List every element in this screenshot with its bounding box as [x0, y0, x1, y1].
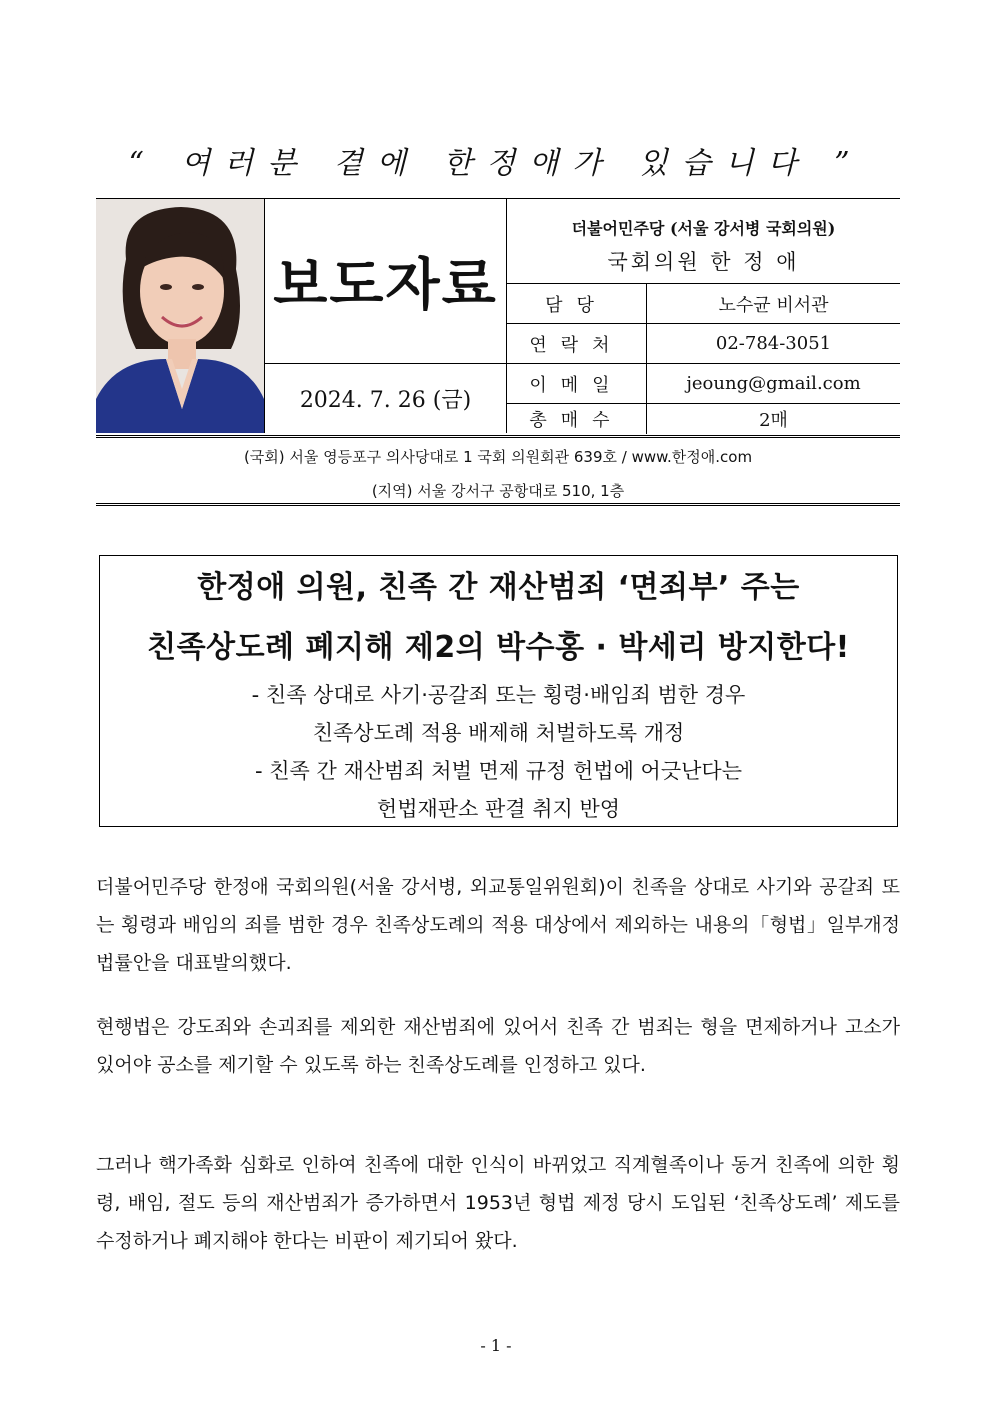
headline-box: [99, 555, 898, 827]
contact-label: 연락처: [507, 324, 647, 364]
body-paragraph-1: 더불어민주당 한정애 국회의원(서울 강서병, 외교통일위원회)이 친족을 상대로 사기와 공갈죄 또는 횡령과 배임의 죄를 범한 경우 친족상도례의 적용 대상에서 제외하는 내용의「형법」일부개정법률안을 대표발의했다.: [96, 876, 900, 974]
contact-value: 노수균 비서관: [647, 284, 901, 324]
document-type-box: [265, 199, 507, 364]
subheadline-1: - 친족 상대로 사기·공갈죄 또는 횡령·배임죄 범한 경우: [251, 683, 746, 707]
divider: [96, 503, 900, 506]
contact-table: [507, 284, 900, 434]
contact-label: 총매수: [507, 404, 647, 435]
slogan: “ 여러분 곁에 한정애가 있습니다 ”: [128, 146, 864, 181]
contact-value: 02-784-3051: [647, 324, 901, 364]
body-paragraph-3: 그러나 핵가족화 심화로 인하여 친족에 대한 인식이 바뀌었고 직계혈족이나 동거 친족에 의한 횡령, 배임, 절도 등의 재산범죄가 증가하면서 1953년 형법 제정 당시 도입된 ‘친족상도례’ 제도를 수정하거나 폐지해야 한다는 비판이 제기되어 왔다.: [96, 1154, 900, 1252]
subheadline-3: - 친족 간 재산범죄 처벌 면제 규정 헌법에 어긋난다는: [255, 759, 742, 783]
member-name: 국회의원 한 정 애: [507, 239, 900, 284]
contact-row: [507, 284, 900, 324]
headline-line-2: 친족상도례 폐지해 제2의 박수홍 · 박세리 방지한다!: [147, 630, 850, 665]
release-date: 2024. 7. 26 (금): [265, 364, 507, 433]
body-paragraph-2: 현행법은 강도죄와 손괴죄를 제외한 재산범죄에 있어서 친족 간 범죄는 형을 면제하거나 고소가 있어야 공소를 제기할 수 있도록 하는 친족상도례를 인정하고 있다.: [96, 1016, 900, 1076]
contact-row: [507, 324, 900, 364]
national-assembly-address: (국회) 서울 영등포구 의사당대로 1 국회 의원회관 639호 / www.한정애.com: [243, 448, 753, 466]
contact-value: 2매: [759, 410, 788, 431]
contact-info: [507, 199, 900, 433]
contact-row: [507, 364, 900, 404]
contact-row: [507, 404, 900, 435]
contact-label: 이메일: [507, 364, 647, 404]
subheadline-4: 헌법재판소 판결 취지 반영: [376, 797, 621, 821]
contact-label: 담당: [507, 284, 647, 324]
member-photo: [96, 199, 265, 433]
subheadline-2: 친족상도례 적용 배제해 처벌하도록 개정: [312, 721, 685, 745]
document-type: 보도자료: [273, 253, 498, 318]
press-header: [96, 198, 900, 438]
contact-email[interactable]: jeoung@gmail.com: [647, 364, 901, 404]
party-affiliation: 더불어민주당 (서울 강서병 국회의원): [571, 219, 836, 238]
headline-line-1: 한정애 의원, 친족 간 재산범죄 ‘면죄부’ 주는: [197, 570, 800, 605]
page-number: - 1 -: [480, 1336, 512, 1355]
local-office-address: (지역) 서울 강서구 공항대로 510, 1층: [371, 482, 625, 500]
